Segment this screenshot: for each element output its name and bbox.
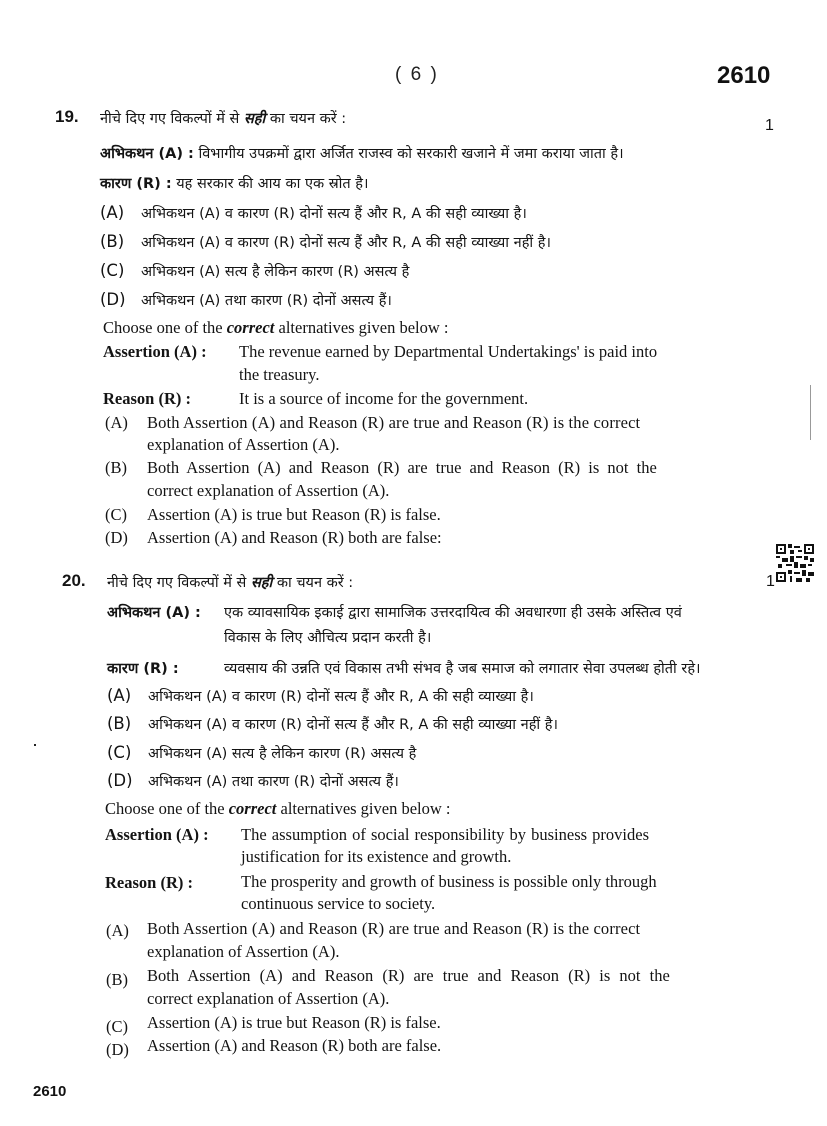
option-letter: (C) [107, 743, 132, 762]
instruction-english [103, 318, 449, 338]
assertion-label: अभिकथन (A) : [100, 146, 194, 162]
option-text: अभिकथन (A) सत्य है लेकिन कारण (R) असत्य है [148, 746, 417, 762]
option-text: Both Assertion (A) and Reason (R) are true and Reason (R) is not the [147, 966, 670, 985]
instruction-emphasis: correct [226, 318, 275, 337]
option-letter: (B) [107, 714, 132, 733]
option-text: Assertion (A) and Reason (R) both are false: [147, 528, 442, 547]
option-hindi-c[interactable] [107, 743, 416, 763]
option-text: अभिकथन (A) तथा कारण (R) दोनों असत्य हैं। [141, 293, 392, 309]
instruction-english [105, 799, 451, 819]
reason-text-english-cont: continuous service to society. [241, 894, 436, 913]
reason-label-english: Reason (R) : [105, 873, 193, 892]
assertion-label-english: Assertion (A) : [103, 342, 207, 361]
option-letter: (D) [100, 290, 126, 309]
option-letter: (D) [106, 1040, 129, 1059]
scan-artifact [34, 744, 36, 746]
option-letter: (B) [106, 970, 128, 989]
reason-text: यह सरकार की आय का एक स्रोत है। [176, 176, 369, 192]
paper-code-header: 2610 [717, 62, 771, 89]
option-letter: (A) [106, 921, 129, 940]
option-letter: (B) [105, 458, 127, 477]
option-letter: (C) [106, 1017, 128, 1036]
reason-label-english: Reason (R) : [103, 389, 191, 408]
option-text: Assertion (A) is true but Reason (R) is false. [147, 1013, 441, 1032]
assertion-label-english: Assertion (A) : [105, 825, 209, 844]
option-hindi-d[interactable] [100, 290, 392, 310]
assertion-text-english-cont: justification for its existence and growth. [241, 847, 512, 866]
instruction-text: का चयन करें : [272, 575, 354, 591]
option-letter: (C) [105, 505, 127, 524]
question-number: 19. [55, 107, 79, 126]
option-text-cont: correct explanation of Assertion (A). [147, 989, 390, 1008]
option-text: Both Assertion (A) and Reason (R) are true and Reason (R) is the correct [147, 413, 641, 432]
option-text: अभिकथन (A) व कारण (R) दोनों सत्य हैं और R, A की सही व्याख्या नहीं है। [148, 717, 558, 733]
option-text: अभिकथन (A) व कारण (R) दोनों सत्य हैं और R, A की सही व्याख्या है। [141, 206, 527, 222]
instruction-hindi [100, 108, 346, 128]
option-text-cont: explanation of Assertion (A). [147, 435, 340, 454]
scan-artifact [810, 385, 811, 440]
assertion-text-english-cont: the treasury. [239, 365, 320, 384]
option-hindi-a[interactable] [100, 203, 527, 223]
option-text-cont: correct explanation of Assertion (A). [147, 481, 390, 500]
assertion-hindi [107, 602, 201, 622]
option-letter: (D) [107, 771, 133, 790]
page-number: ( 6 ) [395, 64, 439, 85]
instruction-text: alternatives given below : [274, 318, 449, 337]
instruction-text: नीचे दिए गए विकल्पों में से [107, 575, 251, 591]
option-letter: (D) [105, 528, 128, 547]
instruction-text: का चयन करें : [265, 111, 347, 127]
option-text: अभिकथन (A) तथा कारण (R) दोनों असत्य हैं। [148, 774, 399, 790]
instruction-text: नीचे दिए गए विकल्पों में से [100, 111, 244, 127]
option-text: Assertion (A) is true but Reason (R) is false. [147, 505, 441, 524]
reason-text-english: It is a source of income for the government. [239, 389, 529, 408]
option-letter: (A) [105, 413, 128, 432]
marks: 1 [765, 117, 774, 134]
instruction-hindi [107, 572, 353, 592]
assertion-text-english: The assumption of social responsibility by business provides [241, 825, 650, 844]
option-text: Both Assertion (A) and Reason (R) are true and Reason (R) is not the [147, 458, 657, 477]
option-text-cont: explanation of Assertion (A). [147, 942, 340, 961]
assertion-text-english: The revenue earned by Departmental Undertakings' is paid into [239, 342, 658, 361]
instruction-text: Choose one of the [105, 799, 229, 818]
reason-label: कारण (R) : [100, 176, 172, 192]
option-letter: (B) [100, 232, 125, 251]
option-letter: (A) [100, 203, 125, 222]
option-hindi-d[interactable] [107, 771, 399, 791]
question-number: 20. [62, 571, 86, 590]
option-text: Assertion (A) and Reason (R) both are false. [147, 1036, 442, 1055]
option-letter: (A) [107, 686, 132, 705]
option-hindi-c[interactable] [100, 261, 409, 281]
option-hindi-b[interactable] [100, 232, 551, 252]
assertion-text-hindi: एक व्यावसायिक इकाई द्वारा सामाजिक उत्तरदायित्व की अवधारणा ही उसके अस्तित्व एवं [224, 605, 682, 621]
option-hindi-b[interactable] [107, 714, 558, 734]
instruction-text: alternatives given below : [276, 799, 451, 818]
reason-hindi [107, 658, 179, 678]
instruction-text: Choose one of the [103, 318, 227, 337]
marks: 1 [766, 573, 775, 590]
qr-code-icon [776, 544, 814, 582]
option-letter: (C) [100, 261, 125, 280]
reason-hindi [100, 173, 369, 193]
option-text: अभिकथन (A) व कारण (R) दोनों सत्य हैं और R, A की सही व्याख्या है। [148, 689, 534, 705]
instruction-emphasis: सही [250, 575, 273, 591]
option-hindi-a[interactable] [107, 686, 534, 706]
reason-text-hindi: व्यवसाय की उन्नति एवं विकास तभी संभव है जब समाज को लगातार सेवा उपलब्ध होती रहे। [224, 661, 701, 677]
paper-code-footer: 2610 [33, 1083, 67, 1100]
reason-label: कारण (R) : [107, 661, 179, 677]
assertion-hindi [100, 143, 624, 163]
option-text: अभिकथन (A) व कारण (R) दोनों सत्य हैं और R, A की सही व्याख्या नहीं है। [141, 235, 551, 251]
assertion-text: विभागीय उपक्रमों द्वारा अर्जित राजस्व को सरकारी खजाने में जमा कराया जाता है। [198, 146, 624, 162]
instruction-emphasis: सही [243, 111, 266, 127]
assertion-label: अभिकथन (A) : [107, 605, 201, 621]
assertion-text-hindi-cont: विकास के लिए औचित्य प्रदान करती है। [224, 630, 432, 646]
reason-text-english: The prosperity and growth of business is possible only through [241, 872, 657, 891]
option-text: Both Assertion (A) and Reason (R) are true and Reason (R) is the correct [147, 919, 641, 938]
instruction-emphasis: correct [228, 799, 277, 818]
option-text: अभिकथन (A) सत्य है लेकिन कारण (R) असत्य है [141, 264, 410, 280]
